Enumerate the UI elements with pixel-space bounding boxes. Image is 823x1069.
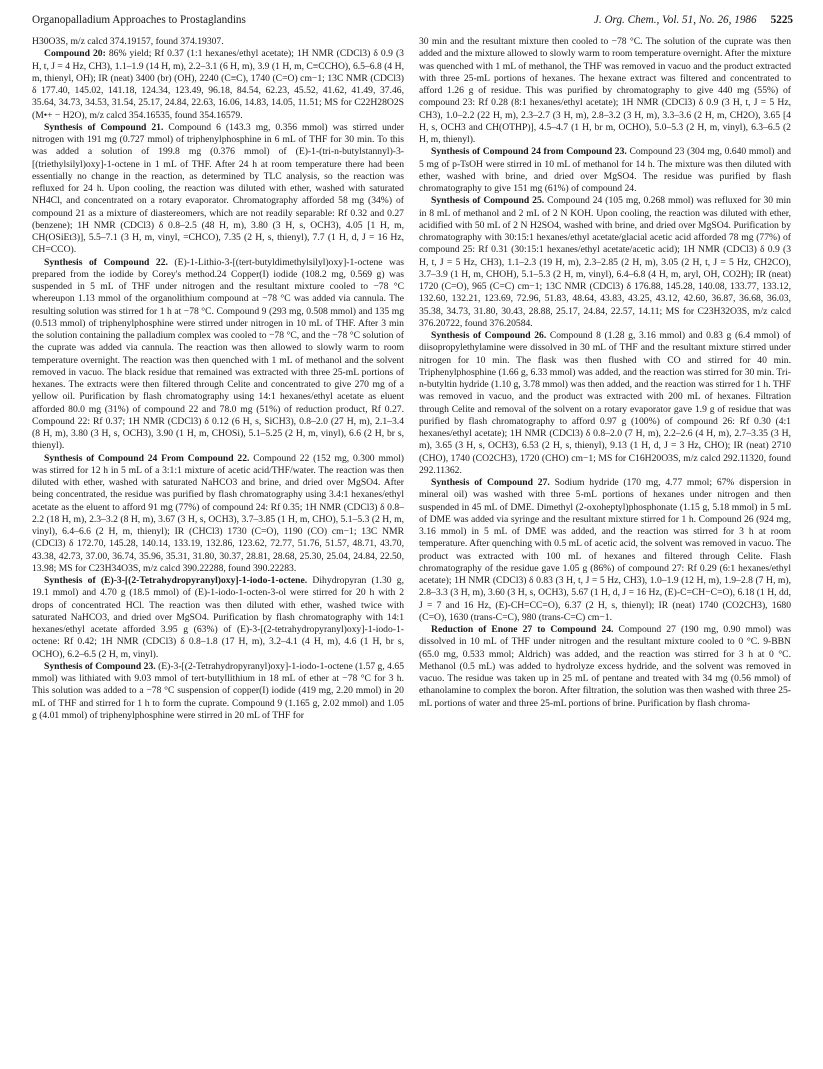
- paragraph-text: Compound 24 (105 mg, 0.268 mmol) was refluxed for 30 min in 8 mL of methanol and 2 mL of 2 N KOH. Upon cooling, the reaction was diluted with ether, acidified with 50 mL of 2 N H2SO4, washed with brine, and dried over MgSO4. Purification by chromatography with 30:15:1 hexanes/ethyl acetate/glacial acetic acid afforded 78 mg (77%) of compound 25: Rf 0.31 (30:15:1 hexanes/ethyl acetate/acetic acid); 1H NMR (CDCl3) δ 0.9 (3 H, t, J = 5 Hz, CH3), 1.1–2.3 (19 H, m), 2.3–2.85 (2 H, m), 3.05 (2 H, t, J = 5 Hz, CH2CO), 3.7–3.9 (1 H, m, CHOH), 5.1–5.3 (2 H, m, vinyl), 6.4–6.8 (4 H, m, aryl, OH, CO2H); IR (neat) 1720 (C=O), 965 (C=C) cm−1; 13C NMR (CDCl3) δ 176.88, 145.28, 140.08, 133.77, 133.12, 132.60, 132.21, 123.69, 72.96, 51.83, 48.64, 43.83, 43.25, 43.12, 42.60, 36.87, 36.68, 36.03, 35.38, 34.73, 31.80, 30.43, 28.88, 25.17, 24.84, 22.57, 14.11; MS for C23H32O3S, m/z calcd 376.20722, found 376.20584.: [419, 195, 791, 329]
- paragraph-heading: Synthesis of Compound 23.: [44, 660, 156, 672]
- paragraph-heading: Synthesis of (E)-3-[(2-Tetrahydropyranyl)oxy]-1-iodo-1-octene.: [44, 575, 308, 586]
- paragraph: [419, 624, 791, 710]
- left-column: [32, 36, 404, 1064]
- paragraph: [32, 575, 404, 661]
- paragraph-text: Compound 27 (190 mg, 0.90 mmol) was dissolved in 10 mL of THF under nitrogen and the resultant mixture cooled to 0 °C. 9-BBN (65.0 mg, 0.533 mmol; Aldrich) was added, and the reaction was stirred for 3 h at 0 °C. Methanol (0.5 mL) was added to hydrolyze excess hydride, and the solvent was removed in vacuo. The residue was taken up in 25 mL of pentane and treated with 34 mg (0.56 mmol) of ethanolamine to complex the boron. After filtration, the solution was then washed with three 25-mL portions of water and three 25-mL portions of brine. Purification by flash chroma-: [419, 624, 791, 709]
- paragraph-text: Compound 8 (1.28 g, 3.16 mmol) and 0.83 g (6.4 mmol) of diisopropylethylamine were dissolved in 30 mL of THF and the resultant mixture stirred under nitrogen for 10 min. The flask was then flushed with CO and stirred for 40 min. Triphenylphosphine (1.66 g, 6.33 mmol) was added, and the reaction was stirred for 30 min. Tri-n-butyltin hydride (1.10 g, 3.78 mmol) was then added, and the reaction was stirred for 1 h. THF was removed in vacuo, and the product was extracted with 200 mL of hexanes. Filtration through Celite and removal of the solvent on a rotary evaporator gave 1.9 g of residue that was purified by flash chromatography to afford 0.97 g (100%) of compound 26: Rf 0.30 (4:1 hexanes/ethyl acetate); 1H NMR (CDCl3) δ 0.8–2.0 (7 H, m), 2.2–2.6 (4 H, m), 2.7–3.35 (3 H, m), 3.65 (3 H, s, OCH3), 6.53 (2 H, s, thienyl), 9.13 (1 H, d, J = 3 Hz, CHO); IR (neat) 2710 (CHO), 1740 (CO2CH3), 1720 (CHO) cm−1; MS for C16H20O3S, m/z calcd 292.11320, found 292.11362.: [419, 330, 791, 476]
- paragraph: [419, 36, 791, 146]
- running-header: [32, 14, 793, 30]
- paragraph: [32, 661, 404, 722]
- paragraph: [419, 477, 791, 624]
- paragraph-text: Dihydropyran (1.30 g, 19.1 mmol) and 4.70 g (18.5 mmol) of (E)-1-iodo-1-octen-3-ol were stirred for 20 h with 2 drops of concentrated HCl. The reaction was then diluted with ether, washed twice with saturated NaHCO3, and dried over MgSO4. Purification by flash chromatography with 14:1 hexanes/ethyl acetate afforded 3.95 g (63%) of (E)-3-[(2-tetrahydropyranyl)oxy]-1-iodo-1-octene: Rf 0.42; 1H NMR (CDCl3) δ 0.8–1.8 (17 H, m), 3.2–4.1 (4 H, m), 4.6 (1 H, br s, OCHO), 6.2–6.5 (2 H, m, vinyl).: [32, 575, 404, 660]
- right-column: [419, 36, 791, 1064]
- paragraph-heading: Synthesis of Compound 25.: [431, 195, 545, 207]
- paragraph: [32, 48, 404, 122]
- paragraph: [32, 257, 404, 453]
- paragraph-text: (E)-3-[(2-Tetrahydropyranyl)oxy]-1-iodo-1-octene (1.57 g, 4.65 mmol) was lithiated with 9.03 mmol of tert-butyllithium in 18 mL of ether at −78 °C for 3 h. This solution was added to a −78 °C suspension of copper(I) iodide (419 mg, 2.20 mmol) in 20 mL of THF and stirred for 1 h to form the cuprate. Compound 9 (1.165 g, 2.02 mmol) and 1.05 g (4.01 mmol) of triphenylphosphine were stirred in 20 mL of THF for: [32, 660, 404, 721]
- journal-citation: [594, 14, 793, 26]
- paragraph-text: 86% yield; Rf 0.37 (1:1 hexanes/ethyl acetate); 1H NMR (CDCl3) δ 0.9 (3 H, t, J = 4 Hz, CH3), 1.1–1.9 (14 H, m), 2.2–3.1 (6 H, m), 3.9 (1 H, m, C≡CCHO), 6.5–6.8 (4 H, m, thienyl, OH); IR (neat) 3400 (br) (OH), 2240 (C≡C), 1740 (C=O) cm−1; 13C NMR (CDCl3) δ 177.40, 145.02, 141.18, 124.34, 123.49, 96.18, 84.54, 62.23, 45.52, 41.62, 41.49, 37.46, 35.64, 34.73, 34.53, 31.54, 25.17, 24.84, 22.63, 16.06, 14.83, 14.05, 11.51; MS for C22H28O2S (M•+ − H2O), m/z calcd 354.16535, found 354.16579.: [32, 48, 404, 121]
- journal-name: J. Org. Chem., Vol. 51, No. 26, 1986: [593, 14, 757, 26]
- paragraph-heading: Compound 20:: [44, 48, 106, 60]
- paragraph-heading: Synthesis of Compound 22.: [44, 256, 168, 268]
- paragraph-text: Compound 6 (143.3 mg, 0.356 mmol) was stirred under nitrogen with 191 mg (0.727 mmol) of triphenylphosphine in 6 mL of THF for 30 min. To this was added a solution of 199.8 mg (0.376 mmol) of (E)-1-(tri-n-butylstannyl)-3-[(triethylsilyl)oxy]-1-octene in 1 mL of THF. After 24 h at room temperature there had been essentially no change in the reaction, as determined by TLC analysis, so the reaction was refluxed for 24 h. Upon cooling, the reaction was diluted with ether, washed with saturated NH4Cl, and concentrated on a rotary evaporator. Chromatography afforded 58 mg (34%) of compound 21 as a mixture of diastereomers, which are not readily separable: Rf 0.32 and 0.27 (benzene); 1H NMR (CDCl3) δ 0.8–2.5 (48 H, m), 3.80 (3 H, s, OCH3), 4.05 [1 H, m, CH(OSiEt3)], 5.5–7.1 (3 H, m, vinyl, =CHCO), 7.35 (2 H, s, thienyl), 7.7 (1 H, d, J = 16 Hz, CH=CCO).: [32, 121, 404, 256]
- paragraph: [32, 453, 404, 576]
- paragraph: [32, 36, 404, 48]
- paragraph-heading: Synthesis of Compound 26.: [431, 330, 547, 341]
- paragraph-text: Compound 23 (304 mg, 0.640 mmol) and 5 mg of p-TsOH were stirred in 10 mL of methanol for 14 h. The mixture was then diluted with ether, washed with brine, and dried over MgSO4. The residue was purified by flash chromatography to give 151 mg (61%) of compound 24.: [419, 146, 791, 194]
- paragraph-heading: Synthesis of Compound 24 from Compound 23.: [431, 146, 627, 158]
- paragraph-text: Sodium hydride (170 mg, 4.77 mmol; 67% dispersion in mineral oil) was washed with three 5-mL portions of hexanes under nitrogen and then suspended in 45 mL of DME. Dimethyl (2-oxoheptyl)phosphonate (1.15 g, 5.18 mmol) in 5 mL of DME was added via syringe and the resultant mixture stirred for 1 h. Compound 26 (924 mg, 3.16 mmol) in 5 mL of DME was added, and the reaction was stirred for 3 h at room temperature. After quenching with 0.5 mL of acetic acid, the solvent was removed in vacuo. The product was extracted with 100 mL of hexanes and filtered through Celite. Flash chromatography of the residue gave 1.05 g (86%) of compound 27: Rf 0.29 (6:1 hexanes/ethyl acetate); 1H NMR (CDCl3) δ 0.83 (3 H, t, J = 5 Hz, CH3), 1.0–1.9 (12 H, m), 1.9–2.8 (7 H, m), 2.8–3.3 (3 H, m), 3.60 (3 H, s, OCH3), 5.67 (1 H, d, J = 16 Hz, (E)-C=CH−C=O), 6.18 (1 H, dd, J = 7 and 16 Hz, (E)-CH=CC=O), 6.37 (2 H, s, thienyl); IR (neat) 1740 (CO2CH3), 1680 (C=O), 1630 (trans-C=C), 980 (trans-C=C) cm−1.: [419, 477, 791, 623]
- paragraph: [419, 330, 791, 477]
- paragraph: [419, 146, 791, 195]
- paragraph-heading: Synthesis of Compound 24 From Compound 22.: [44, 452, 250, 464]
- running-title: Organopalladium Approaches to Prostaglandins: [32, 14, 246, 26]
- paragraph-text: H30O3S, m/z calcd 374.19157, found 374.19307.: [32, 36, 224, 47]
- paragraph-text: Compound 22 (152 mg, 0.300 mmol) was stirred for 12 h in 5 mL of a 3:1:1 mixture of acetic acid/THF/water. The reaction was then diluted with ether, washed with saturated NaHCO3 and brine, and dried over MgSO4. After being concentrated, the residue was purified by flash chromatography using 3.4:1 hexanes/ethyl acetate as the eluent to afford 91 mg (77%) of compound 24: Rf 0.35; 1H NMR (CDCl3) δ 0.8–2.2 (18 H, m), 2.3–3.2 (8 H, m), 3.67 (3 H, s, OCH3), 3.7–3.85 (1 H, m, CHO), 5.1–5.3 (2 H, m, vinyl), 6.4–6.6 (2 H, m, thienyl); IR (CHCl3) 1730 (C=O), 1190 (CO) cm−1; 13C NMR (CDCl3) δ 172.70, 145.28, 140.14, 133.19, 132.86, 123.62, 72.77, 51.76, 51.57, 48.71, 43.70, 43.38, 42.73, 37.00, 36.74, 35.96, 35.31, 31.80, 30.37, 28.81, 28.68, 25.30, 25.04, 24.84, 22.50, 13.98; MS for C23H34O3S, m/z calcd 390.22288, found 390.22283.: [32, 452, 404, 574]
- paragraph-text: 30 min and the resultant mixture then cooled to −78 °C. The solution of the cuprate was then added and the mixture allowed to slowly warm to room temperature overnight. After the mixture was quenched with 1 mL of methanol, the THF was removed in vacuo and the product extracted with three 25-mL portions of hexanes. The hexane extract was filtered and concentrated to afford 1.26 g of residue. This was purified by chromatography to give 440 mg (55%) of compound 23: Rf 0.28 (8:1 hexanes/ethyl acetate); 1H NMR (CDCl3) δ 0.9 (3 H, t, J = 5 Hz, CH3), 1.0–2.2 (22 H, m), 2.3–2.7 (3 H, m), 2.8–3.2 (3 H, m), 3.3–3.6 (2 H, m, CH2O), 3.65 [4 H, s, OCH3 and CH(OTHP)], 4.5–4.7 (1 H, br m, OCHO), 5.0–5.3 (2 H, m, vinyl), 6.3–6.5 (2 H, m, thienyl).: [419, 36, 791, 145]
- paragraph-heading: Synthesis of Compound 21.: [44, 121, 164, 133]
- paragraph: [419, 195, 791, 330]
- paragraph-heading: Synthesis of Compound 27.: [431, 477, 550, 488]
- paragraph-heading: Reduction of Enone 27 to Compound 24.: [431, 624, 614, 635]
- page-number: 5225: [770, 14, 793, 26]
- paragraph-text: (E)-1-Lithio-3-[(tert-butyldimethylsilyl)oxy]-1-octene was prepared from the iodide by Corey's method.24 Copper(I) iodide (108.2 mg, 0.569 g) was suspended in 5 mL of THF under nitrogen and the resultant mixture cooled to −78 °C whereupon 1.13 mmol of the organolithium compound at −78 °C was added via cannula. The resulting solution was stirred for 1 h at −78 °C. Compound 9 (293 mg, 0.508 mmol) and 135 mg (0.513 mmol) of triphenylphosphine were stirred under nitrogen in 10 mL of THF. After 3 min the solution containing the palladium complex was cooled to −78 °C, and the −78 °C solution of the cuprate was added via cannula. The reaction was then allowed to slowly warm to room temperature overnight. The reaction was then quenched with 1 mL of methanol and the solvent removed in vacuo. The black residue that remained was extracted with three 25-mL portions of hexanes. The extracts were then filtered through Celite and concentrated to give 270 mg of a yellow oil. Purification by flash chromatography using 14:1 hexanes/ethyl acetate as eluent afforded 80.0 mg (31%) of compound 22 and 78.0 mg (51%) of reduction product, Rf 0.27. Compound 22: Rf 0.37; 1H NMR (CDCl3) δ 0.12 (6 H, s, SiCH3), 0.8–2.0 (27 H, m), 2.1–3.4 (8 H, m), 3.80 (3 H, s, OCH3), 3.90 (1 H, m, CHOSi), 5.1–5.25 (2 H, m, vinyl), 6.6 (2 H, br s, thienyl).: [32, 256, 404, 452]
- paragraph: [32, 122, 404, 257]
